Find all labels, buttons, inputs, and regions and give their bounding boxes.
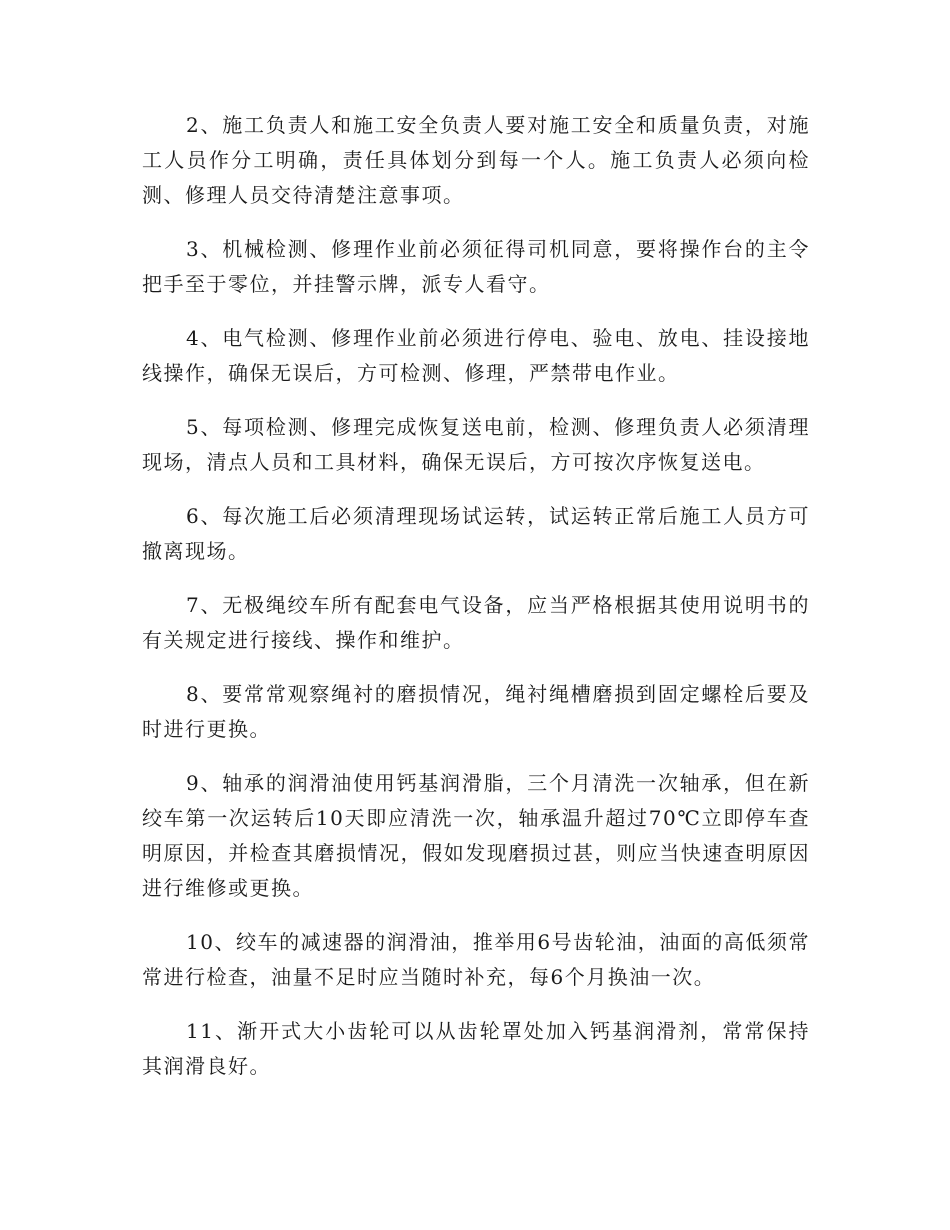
paragraph-11: 11、渐开式大小齿轮可以从齿轮罩处加入钙基润滑剂，常常保持其润滑良好。 [142,1019,810,1078]
paragraph-8: 8、要常常观察绳衬的磨损情况，绳衬绳槽磨损到固定螺栓后要及时进行更换。 [142,682,810,741]
paragraph-2: 2、施工负责人和施工安全负责人要对施工安全和质量负责，对施工人员作分工明确，责任具体划分到每一个人。施工负责人必须向检测、修理人员交待清楚注意事项。 [142,113,810,207]
paragraph-3: 3、机械检测、修理作业前必须征得司机同意，要将操作台的主令把手至于零位，并挂警示牌，派专人看守。 [142,237,810,296]
paragraph-7: 7、无极绳绞车所有配套电气设备，应当严格根据其使用说明书的有关规定进行接线、操作和维护。 [142,593,810,652]
paragraph-4: 4、电气检测、修理作业前必须进行停电、验电、放电、挂设接地线操作，确保无误后，方可检测、修理，严禁带电作业。 [142,326,810,385]
document-body [142,108,810,1103]
paragraph-10: 10、绞车的减速器的润滑油，推举用6号齿轮油，油面的高低须常常进行检查，油量不足时应当随时补充，每6个月换油一次。 [142,930,810,989]
paragraph-6: 6、每次施工后必须清理现场试运转，试运转正常后施工人员方可撤离现场。 [142,504,810,563]
paragraph-5: 5、每项检测、修理完成恢复送电前，检测、修理负责人必须清理现场，清点人员和工具材料，确保无误后，方可按次序恢复送电。 [142,415,810,474]
paragraph-9: 9、轴承的润滑油使用钙基润滑脂，三个月清洗一次轴承，但在新绞车第一次运转后10天即应清洗一次，轴承温升超过70℃立即停车查明原因，并检查其磨损情况，假如发现磨损过甚，则应当快速查明原因进行维修或更换。 [142,771,810,900]
